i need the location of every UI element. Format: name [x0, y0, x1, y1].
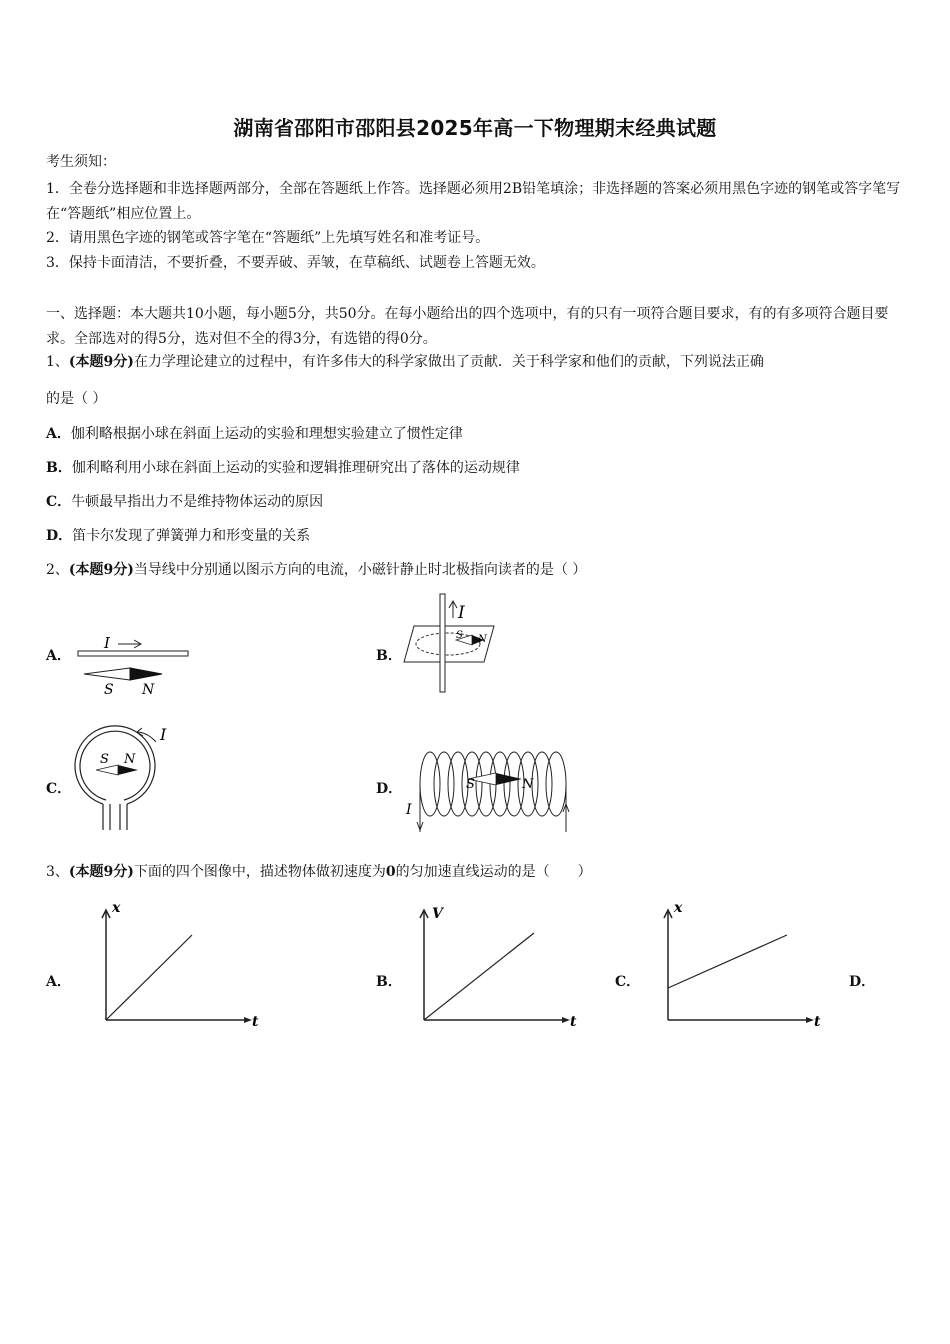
question-stem-zero: 0 [385, 864, 396, 880]
notice-item-3: 3．保持卡面清洁，不要折叠，不要弄破、弄皱，在草稿纸、试题卷上答题无效。 [46, 255, 545, 271]
current-arrow [138, 732, 156, 742]
option-text: 牛顿最早指出力不是维持物体运动的原因 [71, 494, 324, 510]
south-label: S [104, 682, 114, 698]
question-stem: 下面的四个图像中，描述物体做初速度为 [133, 864, 386, 880]
question-tag: (本题9分) [68, 562, 134, 578]
x-arrow [244, 1017, 252, 1023]
current-label: I [160, 725, 167, 744]
question-tag: (本题9分) [68, 864, 134, 880]
option-letter: B． [46, 460, 72, 476]
graph-line [668, 935, 787, 988]
vertical-wire [440, 594, 445, 692]
graph-line [106, 935, 192, 1020]
current-label: I [406, 802, 412, 818]
question-1 [46, 352, 908, 372]
q3-graph-b [416, 898, 586, 1033]
south-label: S [100, 752, 109, 767]
q2-label-a[interactable]: A． [46, 648, 71, 664]
q1-option-b[interactable] [46, 458, 520, 478]
notice-item-2: 2．请用黑色字迹的钢笔或答字笔在“答题纸”上先填写姓名和准考证号。 [46, 230, 490, 246]
notice-item-1: 1．全卷分选择题和非选择题两部分，全部在答题纸上作答。选择题必须用2B铅笔填涂；非选择题的答案必须用黑色字迹的钢笔或答字笔写在“答题纸”相应位置上。 [46, 181, 901, 222]
option-text: 笛卡尔发现了弹簧弹力和形变量的关系 [72, 528, 311, 544]
y-axis-label: V [432, 906, 443, 922]
loop-outer [75, 726, 155, 804]
q2-label-d[interactable]: D． [376, 781, 403, 797]
question-3 [46, 862, 908, 882]
q3-graph-c [660, 898, 830, 1033]
north-label: N [142, 682, 155, 698]
q3-label-c[interactable]: C． [615, 974, 641, 990]
question-2 [46, 560, 908, 580]
needle-north [130, 668, 162, 680]
option-letter: D． [46, 528, 73, 544]
q2-figure-d [400, 742, 590, 837]
south-label: S [456, 630, 463, 641]
option-text: 伽利略利用小球在斜面上运动的实验和逻辑推理研究出了落体的运动规律 [71, 460, 520, 476]
page-title: 湖南省邵阳市邵阳县2025年高一下物理期末经典试题 [233, 116, 717, 140]
question-tag: (本题9分) [68, 354, 134, 370]
q2-figure-c [72, 724, 182, 834]
current-label: I [104, 634, 110, 652]
wire [78, 651, 188, 656]
q1-option-d[interactable] [46, 526, 310, 546]
q3-graph-a [98, 898, 268, 1033]
q3-label-b[interactable]: B． [376, 974, 402, 990]
north-label: N [124, 752, 136, 767]
q1-option-c[interactable] [46, 492, 323, 512]
question-number: 2、 [46, 562, 69, 578]
current-label: I [458, 603, 465, 623]
north-label: N [478, 634, 487, 645]
question-number: 1、 [46, 354, 69, 370]
question-1-stem-end: 的是（ ） [46, 391, 107, 407]
q2-label-c[interactable]: C． [46, 781, 72, 797]
q3-label-d[interactable]: D． [849, 974, 876, 990]
option-letter: A． [46, 426, 71, 442]
graph-line [424, 933, 534, 1020]
x-arrow [806, 1017, 814, 1023]
question-stem: 在力学理论建立的过程中，有许多伟大的科学家做出了贡献．关于科学家和他们的贡献，下列说法正确 [133, 354, 764, 370]
y-axis-label: x [112, 900, 121, 916]
notice-heading: 考生须知： [46, 154, 116, 170]
y-axis-label: x [674, 900, 683, 916]
option-letter: C． [46, 494, 72, 510]
question-stem: 当导线中分别通以图示方向的电流，小磁针静止时北极指向读者的是（ ） [133, 562, 587, 578]
x-arrow [562, 1017, 570, 1023]
section-intro: 一、选择题：本大题共10小题，每小题5分，共50分。在每小题给出的四个选项中，有的只有一项符合题目要求，有的有多项符合题目要求。全部选对的得5分，选对但不全的得3分，有选错的得0分。 [46, 306, 889, 347]
x-axis-label: t [252, 1014, 259, 1030]
q2-figure-a [70, 630, 200, 700]
question-stem-end: 的匀加速直线运动的是（ ） [395, 864, 592, 880]
q3-label-a[interactable]: A． [46, 974, 71, 990]
south-label: S [466, 777, 475, 792]
question-number: 3、 [46, 864, 69, 880]
x-axis-label: t [570, 1014, 577, 1030]
north-label: N [522, 777, 534, 792]
q2-figure-b [400, 590, 500, 695]
option-text: 伽利略根据小球在斜面上运动的实验和理想实验建立了惯性定律 [70, 426, 463, 442]
q2-label-b[interactable]: B． [376, 648, 402, 664]
x-axis-label: t [814, 1014, 821, 1030]
needle-south [84, 668, 130, 680]
q1-option-a[interactable] [46, 424, 463, 444]
